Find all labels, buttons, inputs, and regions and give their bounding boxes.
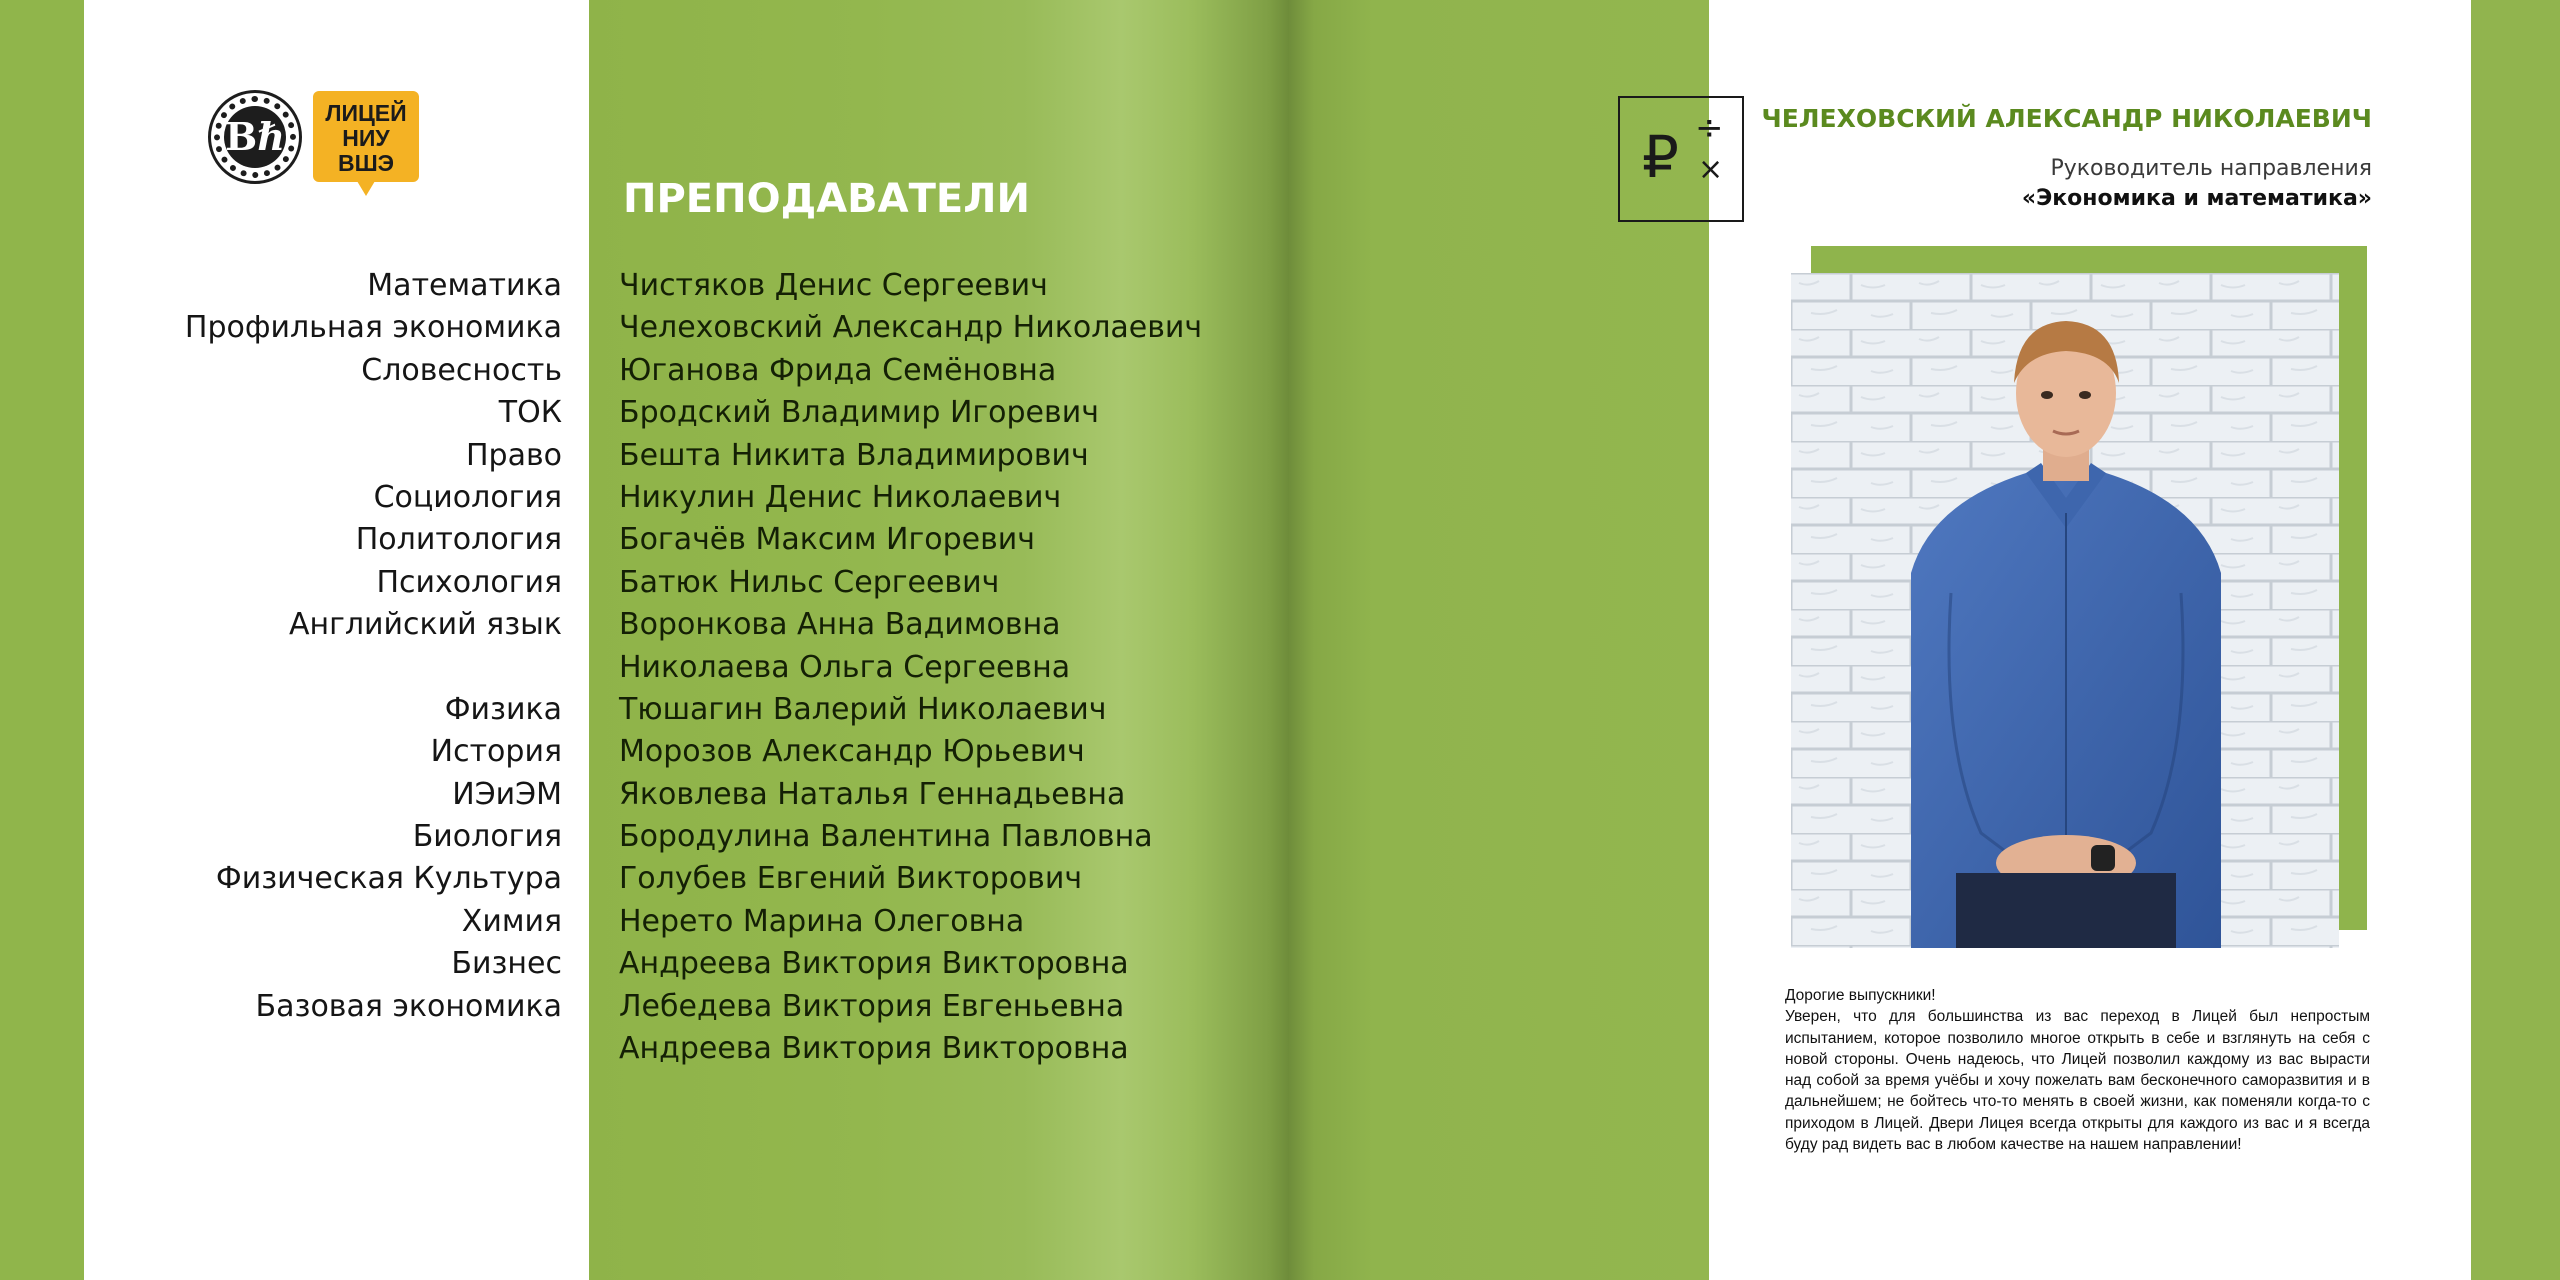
subject-label: Физическая Культура [215, 861, 562, 897]
teacher-name: Бородулина Валентина Павловна [619, 819, 1153, 855]
director-message [1785, 985, 2370, 1155]
subject-label: Политология [355, 522, 562, 558]
economics-math-icon [1618, 96, 1744, 222]
subject-label: Словесность [361, 352, 562, 388]
subject-label [185, 647, 562, 689]
lyceum-logo-line-2: НИУ [342, 125, 390, 151]
teacher-name: Андреева Виктория Викторовна [619, 946, 1129, 982]
lyceum-logo-pointer [357, 181, 375, 196]
direction-name: «Экономика и математика» [2021, 186, 2372, 211]
teacher-name: Николаева Ольга Сергеевна [619, 649, 1071, 685]
subject-label: Базовая экономика [255, 988, 562, 1024]
subject-label [185, 1028, 562, 1070]
teacher-name: Воронкова Анна Вадимовна [619, 607, 1061, 643]
subject-label: Физика [444, 691, 562, 727]
subject-label: Социология [373, 479, 562, 515]
teacher-name: Лебедева Виктория Евгеньевна [619, 988, 1125, 1024]
lyceum-logo [313, 91, 419, 182]
teacher-name: Нерето Марина Олеговна [619, 903, 1025, 939]
subject-label: ТОК [498, 395, 562, 431]
subject-label: История [430, 734, 562, 770]
teacher-name: Бродский Владимир Игоревич [619, 395, 1099, 431]
ruble-icon: ₽ [1642, 123, 1679, 191]
teacher-name: Челеховский Александр Николаевич [619, 310, 1203, 346]
hse-emblem-core: Вℏ [224, 106, 286, 168]
teacher-name: Богачёв Максим Игоревич [619, 522, 1035, 558]
subject-label: Химия [461, 903, 562, 939]
subjects-column [185, 265, 562, 1070]
divide-icon: ÷ [1695, 108, 1724, 148]
teacher-name: Батюк Нильс Сергеевич [619, 564, 1000, 600]
multiply-icon: × [1698, 152, 1724, 187]
message-greeting: Дорогие выпускники! [1785, 987, 1936, 1004]
director-role: Руководитель направления [2050, 156, 2372, 181]
subject-label: Право [465, 437, 562, 473]
teacher-name: Юганова Фрида Семёновна [619, 352, 1057, 388]
teacher-name: Голубев Евгений Викторович [619, 861, 1083, 897]
subject-label: ИЭиЭМ [452, 776, 562, 812]
teachers-title: ПРЕПОДАВАТЕЛИ [623, 176, 1030, 222]
subject-label: Профильная экономика [184, 310, 562, 346]
right-green-edge [2471, 0, 2560, 1280]
subject-label: Психология [376, 564, 562, 600]
teacher-name: Бешта Никита Владимирович [619, 437, 1089, 473]
teacher-name: Яковлева Наталья Геннадьевна [619, 776, 1126, 812]
teacher-name: Андреева Виктория Викторовна [619, 1031, 1129, 1067]
subject-label: Английский язык [288, 607, 562, 643]
teachers-column [619, 265, 1202, 1070]
lyceum-logo-line-3: ВШЭ [337, 150, 395, 176]
hse-emblem-logo [208, 90, 302, 184]
teacher-name: Тюшагин Валерий Николаевич [619, 691, 1107, 727]
subject-label: Бизнес [451, 946, 562, 982]
director-photo [1791, 273, 2339, 948]
teacher-name: Никулин Денис Николаевич [619, 479, 1062, 515]
subject-label: Биология [412, 819, 562, 855]
message-body: Уверен, что для большинства из вас переход в Лицей был непростым испытанием, которое позволило многое открыть в себе и взглянуть на себя с новой стороны. Очень надеюсь, что Лицей позволил каждому из вас вырасти над собой за время учёбы и хочу пожелать вам бесконечного саморазвития и в дальнейшем; не бойтесь что-то менять в своей жизни, как поменяли когда-то с приходом в Лицей. Двери Лицея всегда открыты для каждого из вас и я всегда буду рад видеть вас в любом качестве на нашем направлении! [1785, 1008, 2370, 1154]
lyceum-logo-line-1: ЛИЦЕЙ [325, 100, 407, 126]
teacher-name: Морозов Александр Юрьевич [619, 734, 1085, 770]
teacher-name: Чистяков Денис Сергеевич [619, 268, 1048, 303]
director-name: ЧЕЛЕХОВСКИЙ АЛЕКСАНДР НИКОЛАЕВИЧ [1761, 104, 2372, 133]
subject-label: Математика [367, 268, 562, 303]
